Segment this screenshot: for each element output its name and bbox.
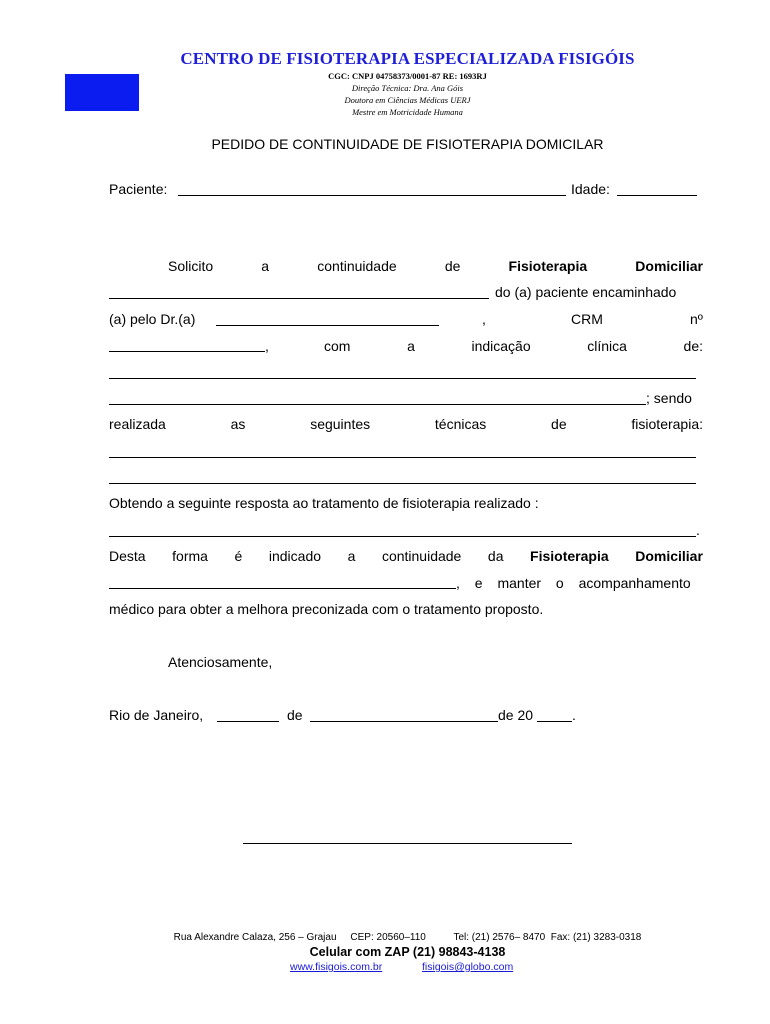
registration-number: CGC: CNPJ 04758373/0001-87 RE: 1693RJ [328, 71, 487, 81]
director-line: Direção Técnica: Dra. Ana Góis [351, 83, 464, 93]
p2-word-bold: Fisioterapia [530, 548, 609, 564]
doctor-label: (a) pelo Dr.(a) [109, 311, 196, 327]
p1-word: de [444, 258, 461, 274]
p2-word: indicado [268, 548, 322, 564]
p2-word: continuidade [381, 548, 462, 564]
email-link[interactable]: fisigois@globo.com [422, 961, 514, 973]
p1-line4-comma: , [265, 338, 269, 354]
indication-blank-2[interactable] [109, 404, 646, 405]
patient-label: Paciente: [109, 181, 168, 197]
p1-word: de: [683, 338, 703, 354]
date-de-2: de 20 [498, 707, 534, 723]
p1-word: as [230, 416, 246, 432]
p1-line2-end: do (a) paciente encaminhado [495, 284, 677, 300]
p2-word: da [487, 548, 504, 564]
techniques-blank-2[interactable] [109, 483, 696, 484]
signature-line[interactable] [243, 843, 572, 844]
p1-word: a [407, 338, 415, 354]
date-de-1: de [287, 707, 303, 723]
p2-word: forma [172, 548, 208, 564]
p1-word-bold: Fisioterapia [508, 258, 588, 274]
day-blank[interactable] [217, 721, 279, 722]
number-label: nº [690, 311, 703, 327]
date-city: Rio de Janeiro, [109, 707, 204, 723]
paragraph2-line2 [456, 575, 703, 591]
age-label: Idade: [571, 181, 610, 197]
p1-word: técnicas [434, 416, 487, 432]
response-label: Obtendo a seguinte resposta ao tratamento de fisioterapia realizado : [109, 495, 539, 511]
paragraph1-line1 [168, 258, 703, 274]
techniques-blank-1[interactable] [109, 457, 696, 458]
p1-word: a [261, 258, 270, 274]
p1-word: com [324, 338, 351, 354]
paragraph2-line3: médico para obter a melhora preconizada com o tratamento proposto. [109, 601, 544, 617]
p2-word-bold: Domiciliar [635, 548, 703, 564]
form-title: PEDIDO DE CONTINUIDADE DE FISIOTERAPIA DOMICILAR [211, 136, 604, 152]
p2-word: Desta [109, 548, 146, 564]
paragraph1-line7 [109, 416, 703, 432]
date-end: . [572, 707, 576, 723]
website-link[interactable]: www.fisigois.com.br [290, 961, 383, 973]
p1-word: indicação [471, 338, 531, 354]
closing: Atenciosamente, [168, 654, 273, 670]
patient-blank[interactable] [178, 195, 566, 196]
p2-word: a [347, 548, 356, 564]
p1-word-bold: Domiciliar [635, 258, 703, 274]
degree-line-2: Mestre em Motricidade Humana [352, 107, 463, 117]
degree-line-1: Doutora em Ciências Médicas UERJ [344, 95, 471, 105]
p1-word: continuidade [317, 258, 397, 274]
response-end: . [696, 522, 700, 538]
clinic-name: CENTRO DE FISIOTERAPIA ESPECIALIZADA FISIGÓIS [180, 49, 635, 68]
p1-word: fisioterapia: [631, 416, 703, 432]
p1-line3-comma: , [482, 311, 486, 327]
doctor-blank[interactable] [216, 325, 439, 326]
service-blank[interactable] [109, 298, 489, 299]
p1-line6-end: ; sendo [646, 390, 692, 406]
indication-blank-1[interactable] [109, 378, 696, 379]
response-blank[interactable] [109, 536, 696, 537]
age-blank[interactable] [617, 195, 697, 196]
p1-word: clínica [587, 338, 627, 354]
p2-word: é [234, 548, 243, 564]
crm-label: CRM [571, 311, 603, 327]
paragraph2-line1 [109, 548, 703, 564]
continuation-blank[interactable] [109, 588, 456, 589]
month-blank[interactable] [310, 721, 498, 722]
crm-blank[interactable] [109, 351, 265, 352]
footer-email[interactable] [422, 961, 513, 973]
p2-line2-end: , e manter o acompanhamento [456, 575, 691, 591]
p1-word: Solicito [168, 258, 214, 274]
p1-word: realizada [109, 416, 166, 432]
paragraph1-line4 [324, 338, 703, 354]
footer-address: Rua Alexandre Calaza, 256 – Grajau CEP: 20560–110 Tel: (21) 2576– 8470 Fax: (21) 3283-0318 [173, 932, 642, 943]
footer-website[interactable] [290, 961, 382, 973]
footer-whatsapp: Celular com ZAP (21) 98843-4138 [309, 945, 506, 959]
year-blank[interactable] [537, 721, 572, 722]
p1-word: seguintes [310, 416, 371, 432]
p1-word: de [551, 416, 567, 432]
